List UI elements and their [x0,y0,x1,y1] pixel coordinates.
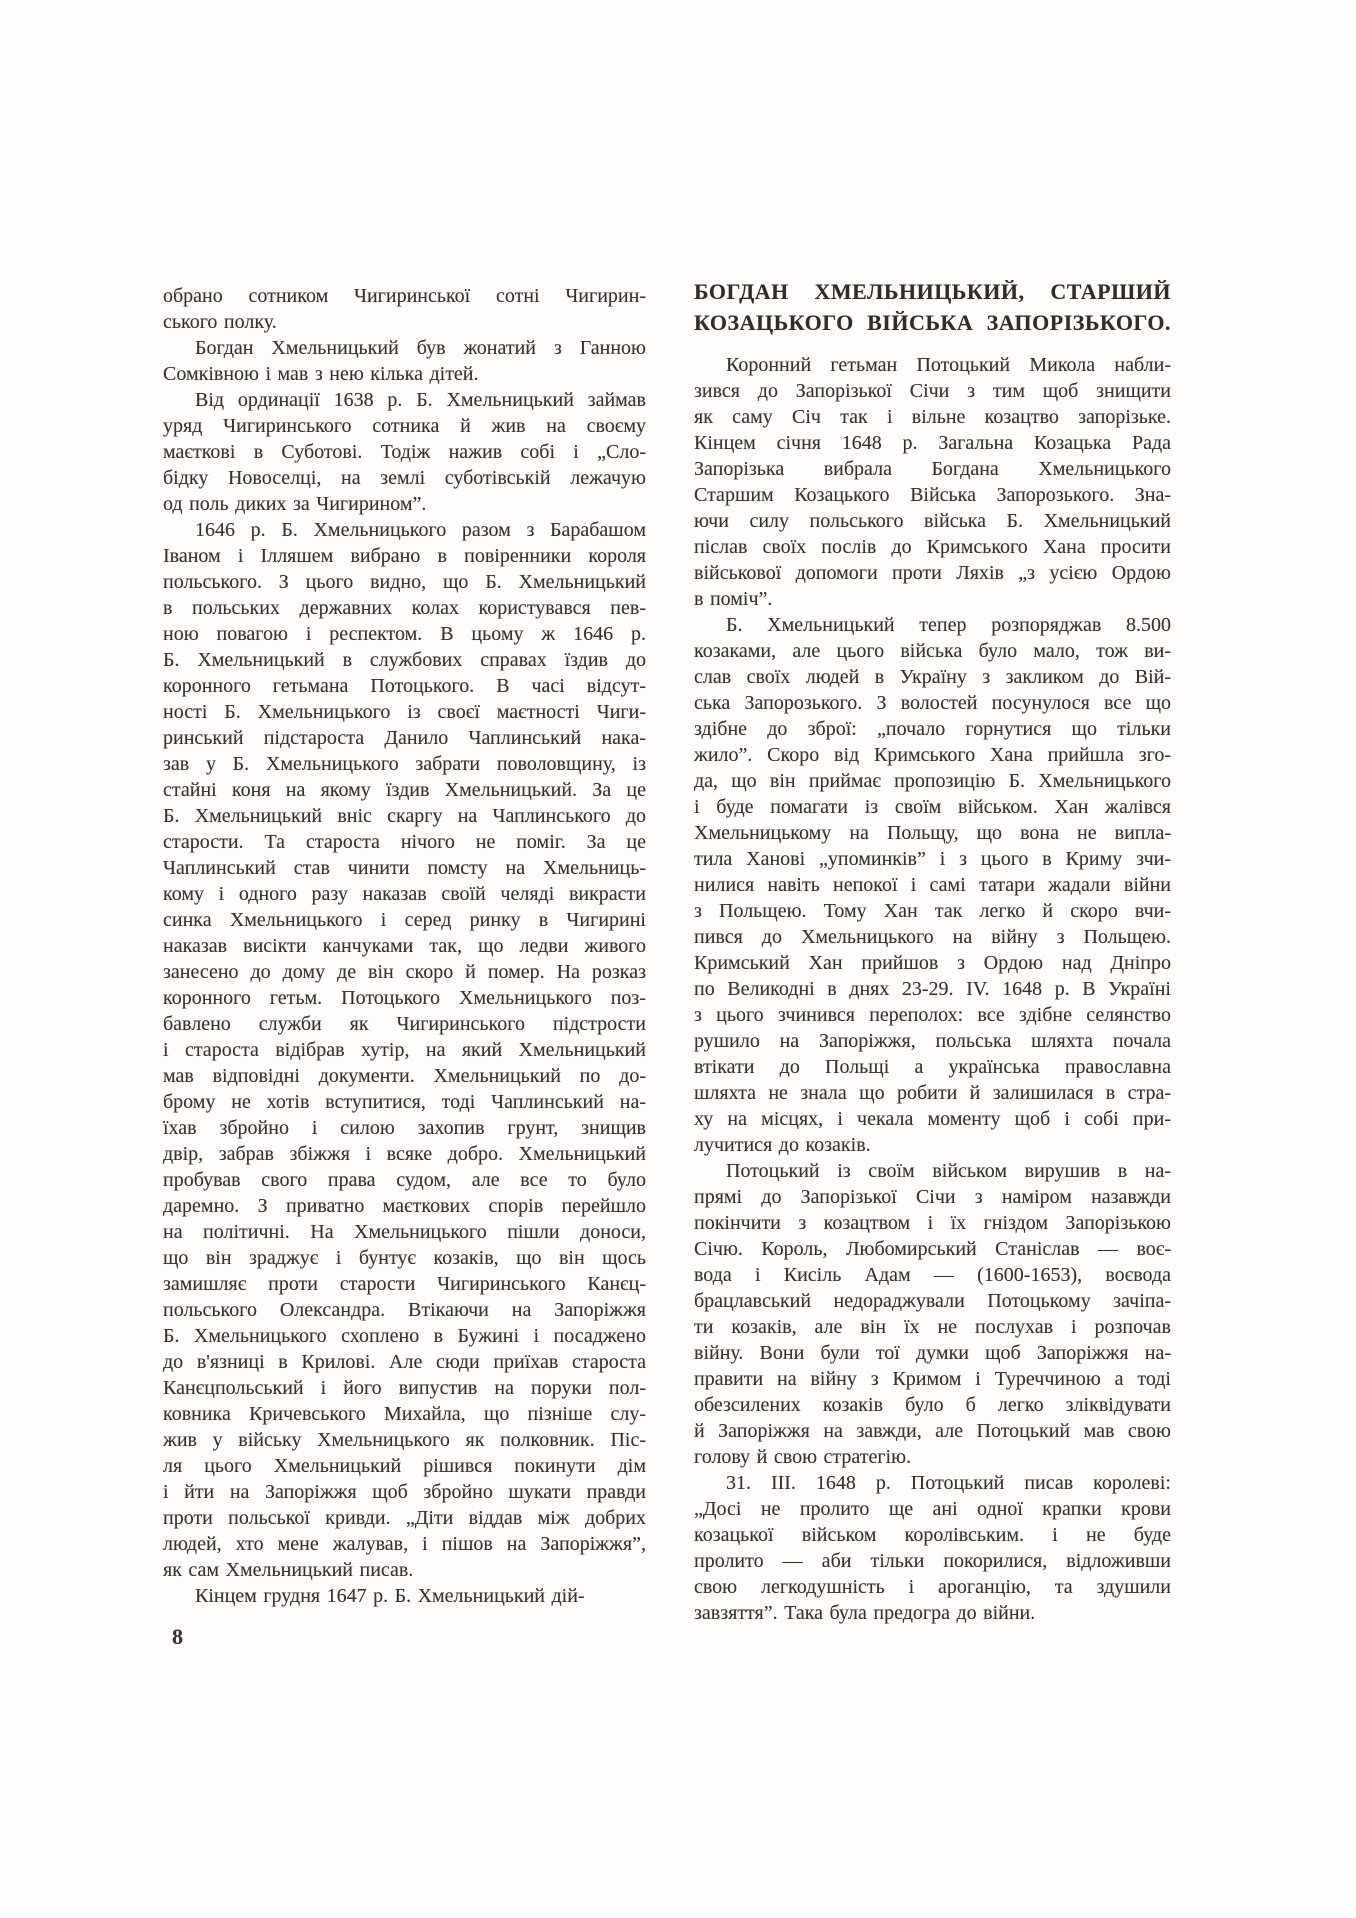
heading-line-1: БОГДАН ХМЕЛЬНИЦЬКИЙ, СТАРШИЙ [694,279,1171,304]
text-line: Іваном і Ілляшем вибрано в повіренники короля [163,545,646,567]
text-line: з цього зчинився переполох: все здібне селянство [694,1004,1171,1026]
right-text-column [694,276,1171,1626]
text-line: двір, забрав збіжжя і всяке добро. Хмельницький [163,1143,646,1165]
text-line: як сам Хмельницький писав. [163,1559,414,1581]
text-line: тила Ханові „упоминків” і з цього в Криму зчи- [694,848,1171,870]
text-line: рушило на Запоріжжя, польська шляхта почала [694,1030,1171,1052]
text-line: даремно. З приватно маєткових спорів перейшло [163,1195,646,1217]
paragraph [694,352,1171,612]
text-line: мав відповідні документи. Хмельницький по до- [163,1065,646,1087]
text-line: голову й свою стратегію. [694,1446,912,1468]
text-line: в польських державних колах користувався пев- [163,597,646,619]
text-line: ти козаків, але він їх не послухав і розпочав [694,1316,1171,1338]
paragraph [694,612,1171,1158]
text-line: синка Хмельницького і серед ринку в Чигирині [163,909,646,931]
text-line: лучитися до козаків. [694,1134,871,1156]
text-line: 31. III. 1648 р. Потоцький писав королеві: [726,1472,1171,1494]
text-line: правити на війну з Кримом і Туреччиною а тоді [694,1368,1171,1390]
text-line: брацлавський недораджували Потоцькому зачіпа- [694,1290,1171,1312]
text-line: нилися навіть непокої і самі татари жадали війни [694,874,1171,896]
text-line: Запорізька вибрала Богдана Хмельницького [694,458,1171,480]
paragraph [163,283,646,335]
left-text-column [163,283,646,1609]
text-line: бідку Новоселці, на землі суботівській лежачую [163,467,646,489]
text-line: Потоцький із своїм військом вирушив в на- [726,1160,1171,1182]
text-line: ху на місцях, і чекала моменту щоб і собі при- [694,1108,1171,1130]
paragraph [694,1158,1171,1470]
text-line: Січю. Король, Любомирський Станіслав — воє- [694,1238,1171,1260]
text-line: на політичні. На Хмельницького пішли доноси, [163,1221,646,1243]
text-line: пробував свого права судом, але все то було [163,1169,646,1191]
text-line: покінчити з козацтвом і їх гніздом Запорізькою [694,1212,1171,1234]
text-line: шляхта не знала що робити й залишилася в стра- [694,1082,1171,1104]
text-line: Канєцпольський і його випустив на поруки пол- [163,1377,646,1399]
text-line: Кримський Хан прийшов з Ордою над Дніпро [694,952,1171,974]
text-line: до в'язниці в Крилові. Але сюди приїхав староста [163,1351,646,1373]
text-line: з Польщею. Тому Хан так легко й скоро вчи- [694,900,1171,922]
page-number: 8 [172,1624,183,1649]
text-line: ючи силу польського війська Б. Хмельницький [694,510,1171,532]
text-line: ського полку. [163,311,277,333]
text-line: жив у війську Хмельницького як полковник. Піс- [163,1429,646,1451]
text-line: втікати до Польщі а українська православна [694,1056,1171,1078]
text-line: Б. Хмельницький в службових справах їздив до [163,649,646,671]
text-line: завзяття”. Така була предогра до війни. [694,1602,1036,1624]
text-line: обезсилених козаків було б легко зліквідувати [694,1394,1171,1416]
paragraph [163,387,646,517]
text-line: слав своїх людей в Україну з закликом до Вій- [694,666,1171,688]
text-line: Від ординації 1638 р. Б. Хмельницький займав [195,389,646,411]
text-line: „Досі не пролито ще ані одної крапки крови [694,1498,1171,1520]
text-line: козацької військом королівським. і не буде [694,1524,1171,1546]
text-line: як саму Січ так і вільне козацтво запорізьке. [694,406,1171,428]
text-line: Кінцем січня 1648 р. Загальна Козацька Рада [694,432,1171,454]
text-line: 1646 р. Б. Хмельницького разом з Барабашом [195,519,646,541]
text-line: Кінцем грудня 1647 р. Б. Хмельницький дій- [195,1585,585,1607]
text-line: в поміч”. [694,588,773,610]
text-line: зився до Запорізької Січи з тим щоб знищити [694,380,1171,402]
text-line: коронного гетьмана Потоцького. В часі відсут- [163,675,646,697]
text-line: пився до Хмельницького на війну з Польщею. [694,926,1171,948]
text-line: по Великодні в днях 23-29. IV. 1648 р. В Україні [694,978,1171,1000]
text-line: ковника Кричевського Михайла, що пізніше слу- [163,1403,646,1425]
text-line: вода і Кисіль Адам — (1600-1653), воєвода [694,1264,1171,1286]
section-heading [694,276,1171,338]
text-line: війну. Вони були тої думки щоб Запоріжжя на- [694,1342,1171,1364]
text-line: Б. Хмельницького схоплено в Бужині і посаджено [163,1325,646,1347]
text-line: стайні коня на якому їздив Хмельницький. За це [163,779,646,801]
text-line: польського Олександра. Втікаючи на Запоріжжя [163,1299,646,1321]
text-line: Хмельницькому на Польщу, що вона не випла- [694,822,1171,844]
text-line: Богдан Хмельницький був жонатий з Ганною [195,337,646,359]
text-line: козаками, але цього війська було мало, тож ви- [694,640,1171,662]
text-line: польського. З цього видно, що Б. Хмельницький [163,571,646,593]
text-line: од поль диких за Чигирином”. [163,493,427,515]
text-line: Старшим Козацького Війська Запорозького. Зна- [694,484,1171,506]
text-line: старости. Та староста нічого не поміг. За це [163,831,646,853]
text-line: замишляє проти старости Чигиринського Канєц- [163,1273,646,1295]
text-line: ною повагою і респектом. В цьому ж 1646 р. [163,623,646,645]
text-line: проти польської кривди. „Діти віддав між добрих [163,1507,646,1529]
text-line: прямі до Запорізької Січи з наміром назавжди [694,1186,1171,1208]
text-line: що він зраджує і бунтує козаків, що він щось [163,1247,646,1269]
text-line: бавлено служби як Чигиринського підстрости [163,1013,646,1035]
text-line: да, що він приймає пропозицію Б. Хмельницького [694,770,1171,792]
text-line: Б. Хмельницький вніс скаргу на Чаплинського до [163,805,646,827]
text-line: і староста відібрав хутір, на який Хмельницький [163,1039,646,1061]
right-column-body [694,352,1171,1626]
heading-line-2: КОЗАЦЬКОГО ВІЙСЬКА ЗАПОРІЗЬКОГО. [694,310,1171,335]
paragraph [694,1470,1171,1626]
text-line: свою легкодушність і ароганцію, та здушили [694,1576,1171,1598]
text-line: ська Запорозького. З волостей посунулося все що [694,692,1171,714]
text-line: людей, хто мене жалував, і пішов на Запоріжжя”, [163,1533,646,1555]
text-line: ринський підстароста Данило Чаплинський нака- [163,727,646,749]
text-line: коронного гетьм. Потоцького Хмельницького поз- [163,987,646,1009]
text-line: зав у Б. Хмельницького забрати поволовщину, із [163,753,646,775]
text-line: маєткові в Суботові. Тодіж нажив собі і „Сло- [163,441,646,463]
text-line: Чаплинський став чинити помсту на Хмельниць- [163,857,646,879]
text-line: Коронний гетьман Потоцький Микола набли- [726,354,1171,376]
text-line: і буде помагати із своїм військом. Хан жалівся [694,796,1171,818]
text-line: Сомківною і мав з нею кілька дітей. [163,363,479,385]
text-line: ності Б. Хмельницького із своєї маєтності Чиги- [163,701,646,723]
text-line: здібне до зброї: „почало горнутися що тільки [694,718,1171,740]
text-line: їхав збройно і силою захопив грунт, знищив [163,1117,646,1139]
text-line: брому не хотів вступитися, тоді Чаплинський на- [163,1091,646,1113]
text-line: обрано сотником Чигиринської сотні Чигирин- [163,285,646,307]
paragraph [163,1583,646,1609]
text-line: уряд Чигиринського сотника й жив на своєму [163,415,646,437]
text-line: й Запоріжжя на завжди, але Потоцький мав свою [694,1420,1171,1442]
text-line: військової допомоги проти Ляхів „з усією Ордою [694,562,1171,584]
paragraph [163,517,646,1583]
text-line: Б. Хмельницький тепер розпоряджав 8.500 [726,614,1171,636]
text-line: жило”. Скоро від Кримського Хана прийшла зго- [694,744,1171,766]
text-line: наказав висікти канчуками так, що ледви живого [163,935,646,957]
text-line: кому і одного разу наказав своїй челяді викрасти [163,883,646,905]
text-line: занесено до дому де він скоро й помер. На розказ [163,961,646,983]
text-line: післав своїх послів до Кримського Хана просити [694,536,1171,558]
text-line: пролито — аби тільки покорилися, відложивши [694,1550,1171,1572]
text-line: і йти на Запоріжжя щоб збройно шукати правди [163,1481,646,1503]
paragraph [163,335,646,387]
text-line: ля цього Хмельницький рішився покинути дім [163,1455,646,1477]
